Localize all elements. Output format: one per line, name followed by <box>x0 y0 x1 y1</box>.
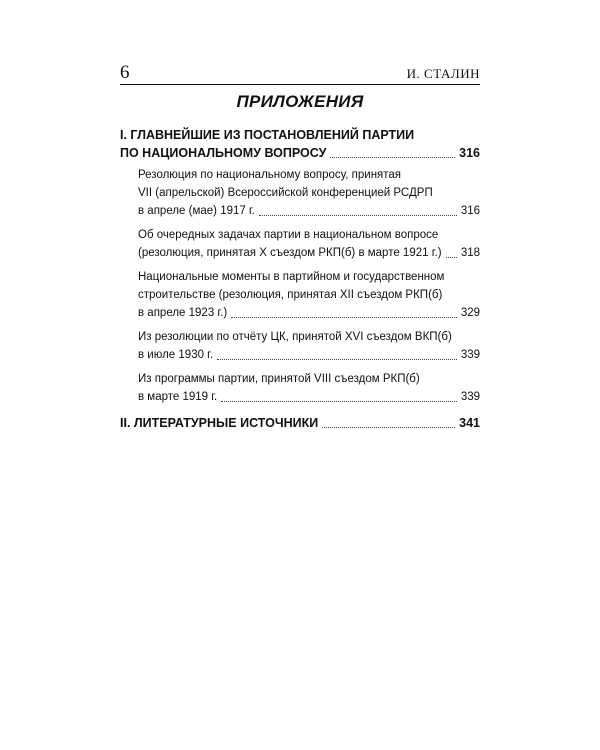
toc-entry-line: Резолюция по национальному вопросу, принятая <box>138 169 402 181</box>
toc-page-number: 318 <box>460 247 480 259</box>
leader-dots <box>446 257 457 258</box>
leader-dots <box>322 427 455 428</box>
toc-entry-line: Об очередных задачах партии в национальном вопросе <box>138 229 439 241</box>
leader-dots <box>217 359 457 360</box>
toc-entry-line: (резолюция, принятая X съездом РКП(б) в марте 1921 г.) <box>138 247 442 259</box>
toc-page-number: 339 <box>460 349 480 361</box>
toc-entry-line: строительстве (резолюция, принятая XII съездом РКП(б) <box>138 289 443 301</box>
page-number: 6 <box>120 62 130 83</box>
toc-page-number: 316 <box>460 205 480 217</box>
toc-part-2[interactable] <box>120 414 480 432</box>
section-title: ПРИЛОЖЕНИЯ <box>236 92 364 111</box>
toc-entry[interactable] <box>120 226 480 262</box>
leader-dots <box>221 401 457 402</box>
leader-dots <box>231 317 457 318</box>
toc-page-number: 316 <box>459 146 480 160</box>
toc-part-1-line-1: I. ГЛАВНЕЙШИЕ ИЗ ПОСТАНОВЛЕНИЙ ПАРТИИ <box>120 128 415 142</box>
page-header <box>120 60 480 86</box>
toc-entry[interactable] <box>120 166 480 220</box>
toc-entry-line: Из программы партии, принятой VIII съездом РКП(б) <box>138 373 420 385</box>
running-title: И. СТАЛИН <box>406 66 480 81</box>
leader-dots <box>259 215 457 216</box>
toc-entry[interactable] <box>120 328 480 364</box>
toc-page-number: 339 <box>460 391 480 403</box>
leader-dots <box>330 157 455 158</box>
toc-entry-line: Из резолюции по отчёту ЦК, принятой XVI съездом ВКП(б) <box>138 331 452 343</box>
toc-entry-line: VII (апрельской) Всероссийской конференцией РСДРП <box>138 187 433 199</box>
toc-entry-line: в июле 1930 г. <box>138 349 214 361</box>
toc-entry-line: Национальные моменты в партийном и государственном <box>138 271 445 283</box>
toc-entry[interactable] <box>120 268 480 322</box>
toc-entry-line: в марте 1919 г. <box>138 391 218 403</box>
toc-page-number: 329 <box>460 307 480 319</box>
toc-part-1-line-2: ПО НАЦИОНАЛЬНОМУ ВОПРОСУ <box>120 146 327 160</box>
toc-entry[interactable] <box>120 370 480 406</box>
header-rule <box>120 84 480 85</box>
toc-part-2-title: II. ЛИТЕРАТУРНЫЕ ИСТОЧНИКИ <box>120 416 319 430</box>
toc-part-1[interactable] <box>120 126 480 162</box>
toc-page-number: 341 <box>459 416 480 430</box>
toc-entry-line: в апреле (мае) 1917 г. <box>138 205 255 217</box>
toc-entry-line: в апреле 1923 г.) <box>138 307 228 319</box>
